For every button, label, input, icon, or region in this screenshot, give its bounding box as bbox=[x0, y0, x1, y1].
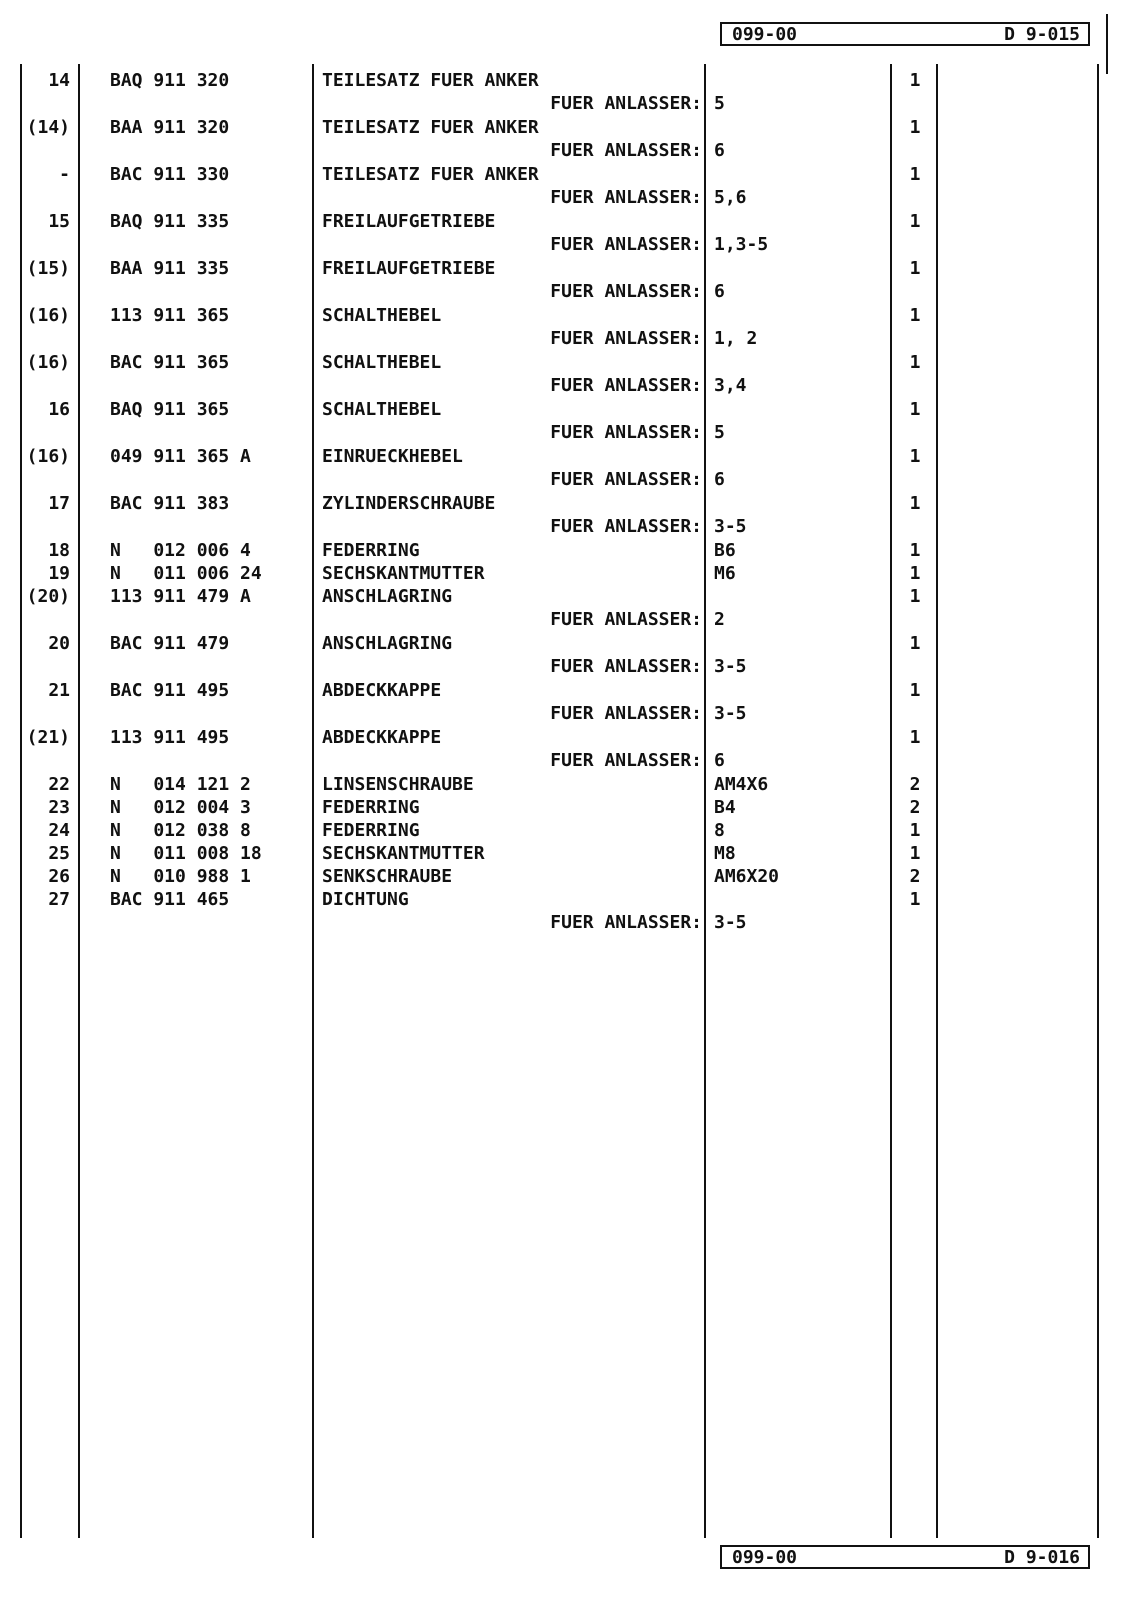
part-description: TEILESATZ FUER ANKER bbox=[322, 164, 539, 185]
part-number: 113 911 365 bbox=[110, 305, 230, 326]
footer-group-number: 099-00 bbox=[732, 1547, 798, 1568]
column-rule bbox=[312, 64, 314, 1538]
specification: 5,6 bbox=[714, 187, 747, 208]
part-number: 113 911 479 A bbox=[110, 586, 251, 607]
part-description: ANSCHLAGRING bbox=[322, 586, 453, 607]
position-number: 20 bbox=[48, 633, 70, 654]
starter-note: FUER ANLASSER: bbox=[550, 750, 702, 771]
header-page-number: D 9-015 bbox=[1004, 24, 1080, 45]
column-rule bbox=[20, 64, 22, 1538]
starter-note: FUER ANLASSER: bbox=[550, 328, 702, 349]
position-number: (16) bbox=[26, 352, 70, 373]
quantity: 1 bbox=[909, 117, 921, 138]
part-number: N 012 006 4 bbox=[110, 540, 251, 561]
specification: 3-5 bbox=[714, 656, 747, 677]
specification: 5 bbox=[714, 93, 725, 114]
part-description: SECHSKANTMUTTER bbox=[322, 843, 485, 864]
starter-note: FUER ANLASSER: bbox=[550, 281, 702, 302]
position-number: 21 bbox=[48, 680, 70, 701]
specification: 1, 2 bbox=[714, 328, 758, 349]
starter-note: FUER ANLASSER: bbox=[550, 422, 702, 443]
part-description: TEILESATZ FUER ANKER bbox=[322, 70, 539, 91]
part-number: N 012 038 8 bbox=[110, 820, 251, 841]
position-number: 23 bbox=[48, 797, 70, 818]
position-number: 22 bbox=[48, 774, 70, 795]
specification: AM6X20 bbox=[714, 866, 780, 887]
position-number: (14) bbox=[26, 117, 70, 138]
part-description: FEDERRING bbox=[322, 820, 420, 841]
part-description: SCHALTHEBEL bbox=[322, 305, 442, 326]
part-number: BAA 911 335 bbox=[110, 258, 230, 279]
position-number: (16) bbox=[26, 446, 70, 467]
position-number: 27 bbox=[48, 889, 70, 910]
part-number: BAC 911 365 bbox=[110, 352, 230, 373]
specification: 6 bbox=[714, 140, 725, 161]
quantity: 2 bbox=[909, 797, 921, 818]
part-number: N 010 988 1 bbox=[110, 866, 251, 887]
starter-note: FUER ANLASSER: bbox=[550, 912, 702, 933]
quantity: 1 bbox=[909, 352, 921, 373]
position-number: 25 bbox=[48, 843, 70, 864]
specification: B6 bbox=[714, 540, 736, 561]
part-description: SECHSKANTMUTTER bbox=[322, 563, 485, 584]
starter-note: FUER ANLASSER: bbox=[550, 469, 702, 490]
part-number: 049 911 365 A bbox=[110, 446, 251, 467]
part-description: ABDECKKAPPE bbox=[322, 680, 442, 701]
part-description: FEDERRING bbox=[322, 797, 420, 818]
specification: 3-5 bbox=[714, 912, 747, 933]
starter-note: FUER ANLASSER: bbox=[550, 609, 702, 630]
starter-note: FUER ANLASSER: bbox=[550, 656, 702, 677]
part-description: DICHTUNG bbox=[322, 889, 409, 910]
position-number: 24 bbox=[48, 820, 70, 841]
part-description: LINSENSCHRAUBE bbox=[322, 774, 474, 795]
specification: 1,3-5 bbox=[714, 234, 769, 255]
specification: 2 bbox=[714, 609, 725, 630]
column-rule bbox=[704, 64, 706, 1538]
position-number: 26 bbox=[48, 866, 70, 887]
part-number: BAC 911 495 bbox=[110, 680, 230, 701]
part-description: TEILESATZ FUER ANKER bbox=[322, 117, 539, 138]
quantity: 1 bbox=[909, 727, 921, 748]
quantity: 1 bbox=[909, 889, 921, 910]
quantity: 1 bbox=[909, 633, 921, 654]
column-rule bbox=[936, 64, 938, 1538]
position-number: 17 bbox=[48, 493, 70, 514]
part-description: SENKSCHRAUBE bbox=[322, 866, 453, 887]
quantity: 1 bbox=[909, 399, 921, 420]
specification: 3-5 bbox=[714, 703, 747, 724]
specification: M8 bbox=[714, 843, 736, 864]
quantity: 2 bbox=[909, 774, 921, 795]
quantity: 1 bbox=[909, 446, 921, 467]
column-rule bbox=[1097, 64, 1099, 1538]
position-number: 16 bbox=[48, 399, 70, 420]
specification: B4 bbox=[714, 797, 736, 818]
column-rule bbox=[890, 64, 892, 1538]
part-number: BAC 911 465 bbox=[110, 889, 230, 910]
specification: M6 bbox=[714, 563, 736, 584]
position-number: 19 bbox=[48, 563, 70, 584]
position-number: (16) bbox=[26, 305, 70, 326]
part-number: BAQ 911 365 bbox=[110, 399, 230, 420]
quantity: 1 bbox=[909, 258, 921, 279]
starter-note: FUER ANLASSER: bbox=[550, 375, 702, 396]
position-number: - bbox=[59, 164, 70, 185]
quantity: 1 bbox=[909, 680, 921, 701]
part-description: ABDECKKAPPE bbox=[322, 727, 442, 748]
part-description: FREILAUFGETRIEBE bbox=[322, 211, 496, 232]
part-number: N 011 008 18 bbox=[110, 843, 262, 864]
header-reference-box bbox=[720, 22, 1090, 46]
part-description: ANSCHLAGRING bbox=[322, 633, 453, 654]
starter-note: FUER ANLASSER: bbox=[550, 140, 702, 161]
column-rule bbox=[78, 64, 80, 1538]
position-number: 14 bbox=[48, 70, 70, 91]
specification: AM4X6 bbox=[714, 774, 769, 795]
quantity: 1 bbox=[909, 493, 921, 514]
quantity: 1 bbox=[909, 70, 921, 91]
part-number: BAQ 911 320 bbox=[110, 70, 230, 91]
quantity: 1 bbox=[909, 843, 921, 864]
specification: 5 bbox=[714, 422, 725, 443]
part-number: N 014 121 2 bbox=[110, 774, 251, 795]
part-description: EINRUECKHEBEL bbox=[322, 446, 463, 467]
part-description: FREILAUFGETRIEBE bbox=[322, 258, 496, 279]
position-number: 18 bbox=[48, 540, 70, 561]
quantity: 1 bbox=[909, 820, 921, 841]
quantity: 1 bbox=[909, 211, 921, 232]
part-description: SCHALTHEBEL bbox=[322, 399, 442, 420]
quantity: 1 bbox=[909, 540, 921, 561]
part-number: 113 911 495 bbox=[110, 727, 230, 748]
footer-page-number: D 9-016 bbox=[1004, 1547, 1080, 1568]
specification: 6 bbox=[714, 281, 725, 302]
part-number: BAA 911 320 bbox=[110, 117, 230, 138]
quantity: 1 bbox=[909, 586, 921, 607]
part-number: BAC 911 479 bbox=[110, 633, 230, 654]
quantity: 1 bbox=[909, 563, 921, 584]
specification: 8 bbox=[714, 820, 725, 841]
starter-note: FUER ANLASSER: bbox=[550, 234, 702, 255]
part-number: BAC 911 330 bbox=[110, 164, 230, 185]
footer-reference-box bbox=[720, 1545, 1090, 1569]
starter-note: FUER ANLASSER: bbox=[550, 187, 702, 208]
quantity: 1 bbox=[909, 305, 921, 326]
part-number: BAC 911 383 bbox=[110, 493, 230, 514]
position-number: (15) bbox=[26, 258, 70, 279]
starter-note: FUER ANLASSER: bbox=[550, 703, 702, 724]
part-description: ZYLINDERSCHRAUBE bbox=[322, 493, 496, 514]
part-number: BAQ 911 335 bbox=[110, 211, 230, 232]
position-number: (21) bbox=[26, 727, 70, 748]
header-group-number: 099-00 bbox=[732, 24, 798, 45]
margin-rule bbox=[1106, 14, 1108, 74]
position-number: 15 bbox=[48, 211, 70, 232]
quantity: 2 bbox=[909, 866, 921, 887]
starter-note: FUER ANLASSER: bbox=[550, 516, 702, 537]
specification: 3-5 bbox=[714, 516, 747, 537]
specification: 3,4 bbox=[714, 375, 747, 396]
part-number: N 011 006 24 bbox=[110, 563, 262, 584]
specification: 6 bbox=[714, 469, 725, 490]
part-number: N 012 004 3 bbox=[110, 797, 251, 818]
starter-note: FUER ANLASSER: bbox=[550, 93, 702, 114]
part-description: SCHALTHEBEL bbox=[322, 352, 442, 373]
quantity: 1 bbox=[909, 164, 921, 185]
specification: 6 bbox=[714, 750, 725, 771]
part-description: FEDERRING bbox=[322, 540, 420, 561]
position-number: (20) bbox=[26, 586, 70, 607]
